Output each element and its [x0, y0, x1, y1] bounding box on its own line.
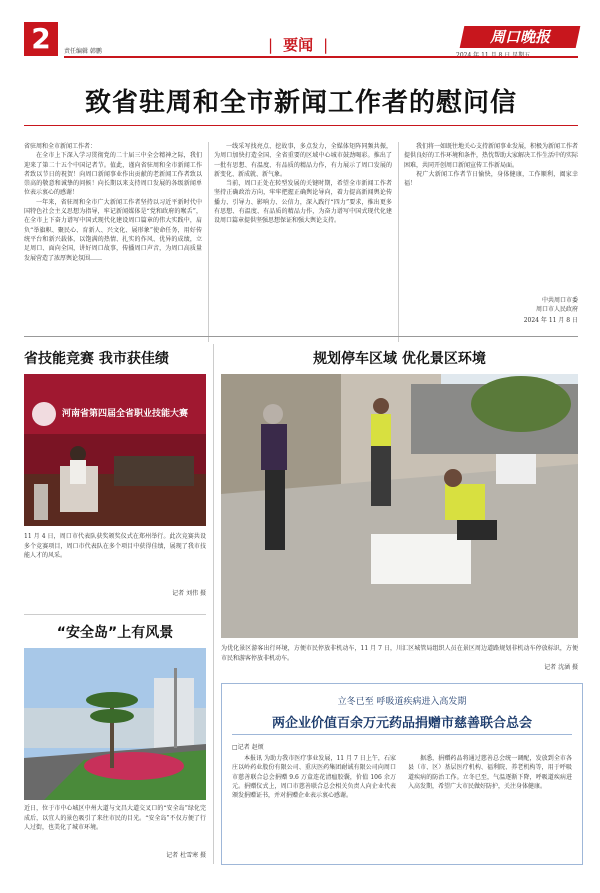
island-credit: 记者 杜雪寒 摄: [166, 852, 206, 859]
donation-reporter: □记者 赵烦: [232, 744, 264, 751]
article-column-1: [24, 142, 202, 263]
article-column-3: [404, 142, 578, 188]
skills-caption: 11 月 4 日，周口市代表队获奖颁奖仪式在郑州举行。此次竞赛共设多个竞赛项目，周口市代表队在多个项目中获得佳绩，展现了我市技能人才的风采。: [24, 533, 206, 559]
skills-photo: [24, 374, 206, 526]
column-divider: [398, 142, 399, 342]
island-title: “安全岛”上有风景: [56, 625, 174, 641]
editor-line: 责任编辑 韩鹏: [64, 48, 102, 55]
parking-credit: 记者 沈涵 摄: [544, 664, 578, 671]
newspaper-logo: [460, 26, 581, 48]
section-name: | 要闻 |: [258, 34, 338, 55]
column-divider: [213, 344, 214, 864]
island-photo-art: [24, 648, 206, 800]
donation-title: 两企业价值百余万元药品捐赠市慈善联合总会: [271, 716, 532, 731]
parking-photo-art: [221, 374, 578, 638]
donation-column-1: [232, 754, 396, 800]
salutation: 省驻周和全市新闻工作者：: [24, 143, 97, 150]
donation-kicker: 立冬已至 呼吸道疾病进入高发期: [337, 697, 467, 707]
paragraph: 本报讯 为助力我市医疗事业发展，11 月 7 日上午，石家庄以岭药业股份有限公司、重庆医药集团耐诚有限公司向周口市慈善联合总会捐赠 9.6 万盒连花清瘟胶囊，价值 106 余万元。捐赠仪式上，周口市慈善联合总会相关负责人向企业代表颁发捐赠证书，并对捐赠企业表示衷心感谢。: [232, 755, 396, 800]
island-photo: [24, 648, 206, 800]
donation-article: [221, 683, 583, 865]
island-caption: 近日，位于市中心城区中州大道与文昌大道交叉口的“安全岛”绿化完成后，以宜人的景色吸引了来往市民的目光。“安全岛”不仅方便了行人过街，也美化了城市环境。: [24, 805, 206, 831]
signature-date: 2024 年 11 月 8 日: [523, 317, 578, 324]
paragraph: 我们将一如既往地关心支持新闻事业发展，积极为新闻工作者提供良好的工作环境和条件，热忱帮助大家解决工作生活中的实际困难，共同开创周口新闻宣传工作新局面。: [404, 143, 579, 169]
skills-title: 省技能竞赛 我市获佳绩: [24, 351, 169, 367]
skills-photo-art: [24, 374, 206, 526]
column-divider: [208, 142, 209, 342]
paragraph: 一线采写找亮点、挖故事，多点发力，全媒体矩阵同频共振，为周口加快打造全国、全省重要的区域中心城市鼓劲喝彩。推出了一批有思想、有温度、有品质的精品力作，有力展示了周口发展的新变化、新成就、新气象。: [214, 143, 392, 178]
header-rule: [64, 56, 578, 58]
paragraph: 据悉，捐赠药品将通过慈善总会统一调配，发放到全市各县（市、区）基层医疗机构、福利院、养老机构等，用于呼吸道疾病的防治工作。立冬已至，气温逐渐下降，呼吸道疾病进入高发期，希望广大市民做好防护，关注身体健康。: [408, 755, 572, 790]
section-rule: [24, 336, 578, 337]
parking-title: 规划停车区域 优化景区环境: [313, 351, 486, 367]
donation-rule: [232, 734, 572, 735]
banner-text: 河南省第四届全省职业技能大赛: [62, 409, 189, 419]
headline-rule: [24, 125, 578, 126]
page-number: 2: [24, 22, 58, 56]
parking-caption: 为优化景区游客出行环境，方便市民停放非机动车，11 月 7 日，川汇区城管局组织人员在景区周边道路规划非机动车停放标识，方便市民和游客停放非机动车。: [221, 645, 578, 662]
paragraph: 当前，周口正处在转型发展的关键时期，希望全市新闻工作者坚持正确政治方向，牢牢把握正确舆论导向，着力提高新闻舆论传播力、引导力、影响力、公信力，深入践行“四力”要求，推出更多有思想、有温度、有品质的精品力作，为奋力谱写中国式现代化建设周口篇章提供坚强思想保证和强大舆论支持。: [214, 180, 392, 225]
skills-credit: 记者 刘伟 摄: [172, 590, 206, 597]
parking-photo: [221, 374, 578, 638]
logo-text: 周口晚报: [489, 28, 550, 46]
story-rule: [24, 614, 206, 615]
article-column-2: [214, 142, 392, 226]
paragraph: 一年来，省驻周和全市广大新闻工作者坚持以习近平新时代中国特色社会主义思想为指导，牢记新闻媒体是“党和政府的喉舌”，在全市上下奋力谱写中国式现代化建设周口篇章的伟大实践中，肩负“举旗帜、聚民心、育新人、兴文化、展形象”使命任务，用好传统平台和新兴载体，以饱满的热情、扎实的作风、优异的成绩，立足周口、面向全国，讲好周口故事，传播周口声音，为周口高质量发展营造了浓厚舆论氛围……: [24, 198, 202, 262]
donation-column-2: [408, 754, 572, 791]
main-headline: 致省驻周和全市新闻工作者的慰问信: [84, 88, 517, 118]
signature-org: 中共周口市委 周口市人民政府: [535, 297, 578, 313]
paragraph: 在全市上下深入学习贯彻党的二十届三中全会精神之际，我们迎来了第二十五个中国记者节。值此，谨向省驻周和全市新闻工作者致以节日的祝贺！向周口新闻事业作出贡献的老新闻工作者致以崇高的敬意和诚挚的问候！向长期以来支持周口发展的各级新闻单位表示衷心的感谢！: [24, 152, 202, 197]
paragraph: 祝广大新闻工作者节日愉快，身体健康，工作顺利，阖家幸福！: [404, 170, 578, 188]
